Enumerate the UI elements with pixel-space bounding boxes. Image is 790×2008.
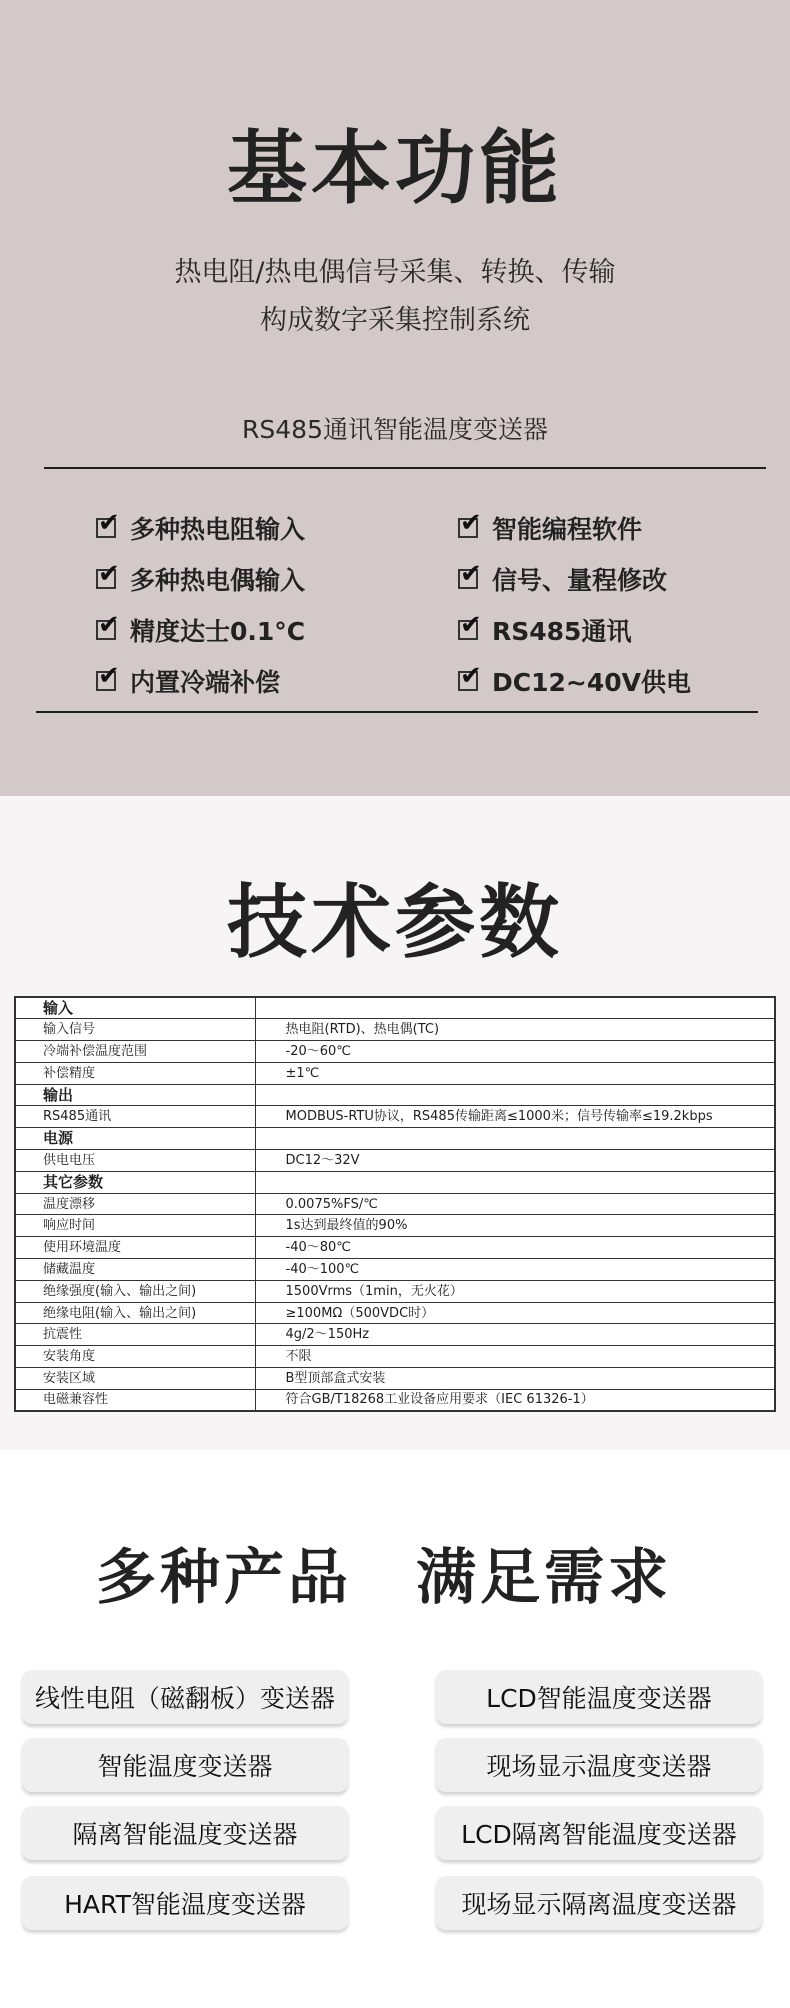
spec-label: 安装区域 xyxy=(15,1368,255,1390)
spec-value: 不限 xyxy=(255,1346,775,1368)
table-row xyxy=(15,1280,775,1302)
spec-value: 4g/2～150Hz xyxy=(255,1324,775,1346)
table-row xyxy=(15,1150,775,1172)
spec-value: 1500Vrms（1min，无火花） xyxy=(255,1280,775,1302)
feature-item xyxy=(458,510,642,546)
feature-item xyxy=(96,561,305,597)
spec-value: ≥100MΩ（500VDC时） xyxy=(255,1302,775,1324)
table-row xyxy=(15,1019,775,1041)
table-row xyxy=(15,1106,775,1128)
table-row xyxy=(15,1193,775,1215)
feature-label: RS485通讯 xyxy=(492,617,632,646)
table-row xyxy=(15,1389,775,1411)
table-row xyxy=(15,1368,775,1390)
spec-label: 冷端补偿温度范围 xyxy=(15,1041,255,1063)
spec-value: -40～80℃ xyxy=(255,1237,775,1259)
table-row xyxy=(15,1324,775,1346)
feature-item xyxy=(96,510,305,546)
table-group-header xyxy=(15,1084,775,1106)
spec-label: 供电电压 xyxy=(15,1150,255,1172)
table-group-header xyxy=(15,1128,775,1150)
product-button[interactable]: LCD隔离智能温度变送器 xyxy=(436,1806,762,1860)
section-title-right: 满足需求 xyxy=(416,1543,672,1613)
product-button[interactable]: 现场显示隔离温度变送器 xyxy=(436,1876,762,1930)
spec-label: 储藏温度 xyxy=(15,1259,255,1281)
spec-value: ±1℃ xyxy=(255,1062,775,1084)
feature-label: 多种热电阻输入 xyxy=(130,515,306,544)
product-button[interactable]: LCD智能温度变送器 xyxy=(436,1670,762,1724)
spec-value xyxy=(255,1084,775,1106)
table-group-header xyxy=(15,1171,775,1193)
feature-label: DC12~40V供电 xyxy=(492,668,691,697)
spec-label: 绝缘强度(输入、输出之间) xyxy=(15,1280,255,1302)
section-title: 基本功能 xyxy=(227,122,563,215)
spec-label: 其它参数 xyxy=(15,1171,255,1193)
checkbox-checked-icon xyxy=(458,569,478,589)
feature-label: 精度达士0.1°C xyxy=(130,617,306,646)
spec-value: 热电阻(RTD)、热电偶(TC) xyxy=(255,1019,775,1041)
checkbox-checked-icon xyxy=(96,569,116,589)
basic-functions-section xyxy=(0,0,790,796)
product-button[interactable]: 隔离智能温度变送器 xyxy=(22,1806,348,1860)
spec-label: 绝缘电阻(输入、输出之间) xyxy=(15,1302,255,1324)
spec-label: 输入 xyxy=(15,997,255,1019)
spec-value xyxy=(255,997,775,1019)
spec-label: 抗震性 xyxy=(15,1324,255,1346)
specs-table xyxy=(14,996,776,1412)
checkbox-checked-icon xyxy=(458,620,478,640)
feature-item xyxy=(96,612,305,648)
spec-label: 电源 xyxy=(15,1128,255,1150)
spec-value: 0.0075%FS/℃ xyxy=(255,1193,775,1215)
feature-label: 智能编程软件 xyxy=(492,515,643,544)
divider xyxy=(44,467,766,469)
spec-value: DC12～32V xyxy=(255,1150,775,1172)
spec-label: 使用环境温度 xyxy=(15,1237,255,1259)
checkbox-checked-icon xyxy=(96,620,116,640)
product-button[interactable]: HART智能温度变送器 xyxy=(22,1876,348,1930)
table-row xyxy=(15,1062,775,1084)
feature-label: 信号、量程修改 xyxy=(492,566,668,595)
spec-value: MODBUS-RTU协议，RS485传输距离≤1000米；信号传输率≤19.2kbps xyxy=(255,1106,775,1128)
spec-label: 补偿精度 xyxy=(15,1062,255,1084)
spec-label: 输入信号 xyxy=(15,1019,255,1041)
spec-value xyxy=(255,1171,775,1193)
spec-value xyxy=(255,1128,775,1150)
feature-label: 内置冷端补偿 xyxy=(130,668,281,697)
table-row xyxy=(15,1302,775,1324)
checkbox-checked-icon xyxy=(96,518,116,538)
spec-value: B型顶部盒式安装 xyxy=(255,1368,775,1390)
product-button[interactable]: 智能温度变送器 xyxy=(22,1738,348,1792)
feature-item xyxy=(458,612,631,648)
feature-item xyxy=(458,663,691,699)
section-title-left: 多种产品 xyxy=(96,1543,352,1613)
subtitle-line: 热电阻/热电偶信号采集、转换、传输 xyxy=(174,257,616,288)
checkbox-checked-icon xyxy=(458,518,478,538)
table-row xyxy=(15,1041,775,1063)
spec-label: 响应时间 xyxy=(15,1215,255,1237)
spec-value: -20～60℃ xyxy=(255,1041,775,1063)
table-row xyxy=(15,1215,775,1237)
table-row xyxy=(15,1346,775,1368)
table-row xyxy=(15,1259,775,1281)
spec-label: 安装角度 xyxy=(15,1346,255,1368)
spec-label: 温度漂移 xyxy=(15,1193,255,1215)
feature-item xyxy=(96,663,280,699)
feature-item xyxy=(458,561,667,597)
section-title: 技术参数 xyxy=(227,876,563,969)
divider xyxy=(36,711,758,713)
spec-label: RS485通讯 xyxy=(15,1106,255,1128)
product-button[interactable]: 现场显示温度变送器 xyxy=(436,1738,762,1792)
spec-label: 输出 xyxy=(15,1084,255,1106)
feature-label: 多种热电偶输入 xyxy=(130,566,306,595)
product-button[interactable]: 线性电阻（磁翻板）变送器 xyxy=(22,1670,348,1724)
spec-value: 符合GB/T18268工业设备应用要求（IEC 61326-1） xyxy=(255,1389,775,1411)
table-row xyxy=(15,1237,775,1259)
product-name: RS485通讯智能温度变送器 xyxy=(242,415,548,444)
spec-label: 电磁兼容性 xyxy=(15,1389,255,1411)
subtitle-line: 构成数字采集控制系统 xyxy=(260,305,530,336)
spec-value: -40～100℃ xyxy=(255,1259,775,1281)
spec-value: 1s达到最终值的90% xyxy=(255,1215,775,1237)
checkbox-checked-icon xyxy=(458,671,478,691)
table-group-header xyxy=(15,997,775,1019)
checkbox-checked-icon xyxy=(96,671,116,691)
